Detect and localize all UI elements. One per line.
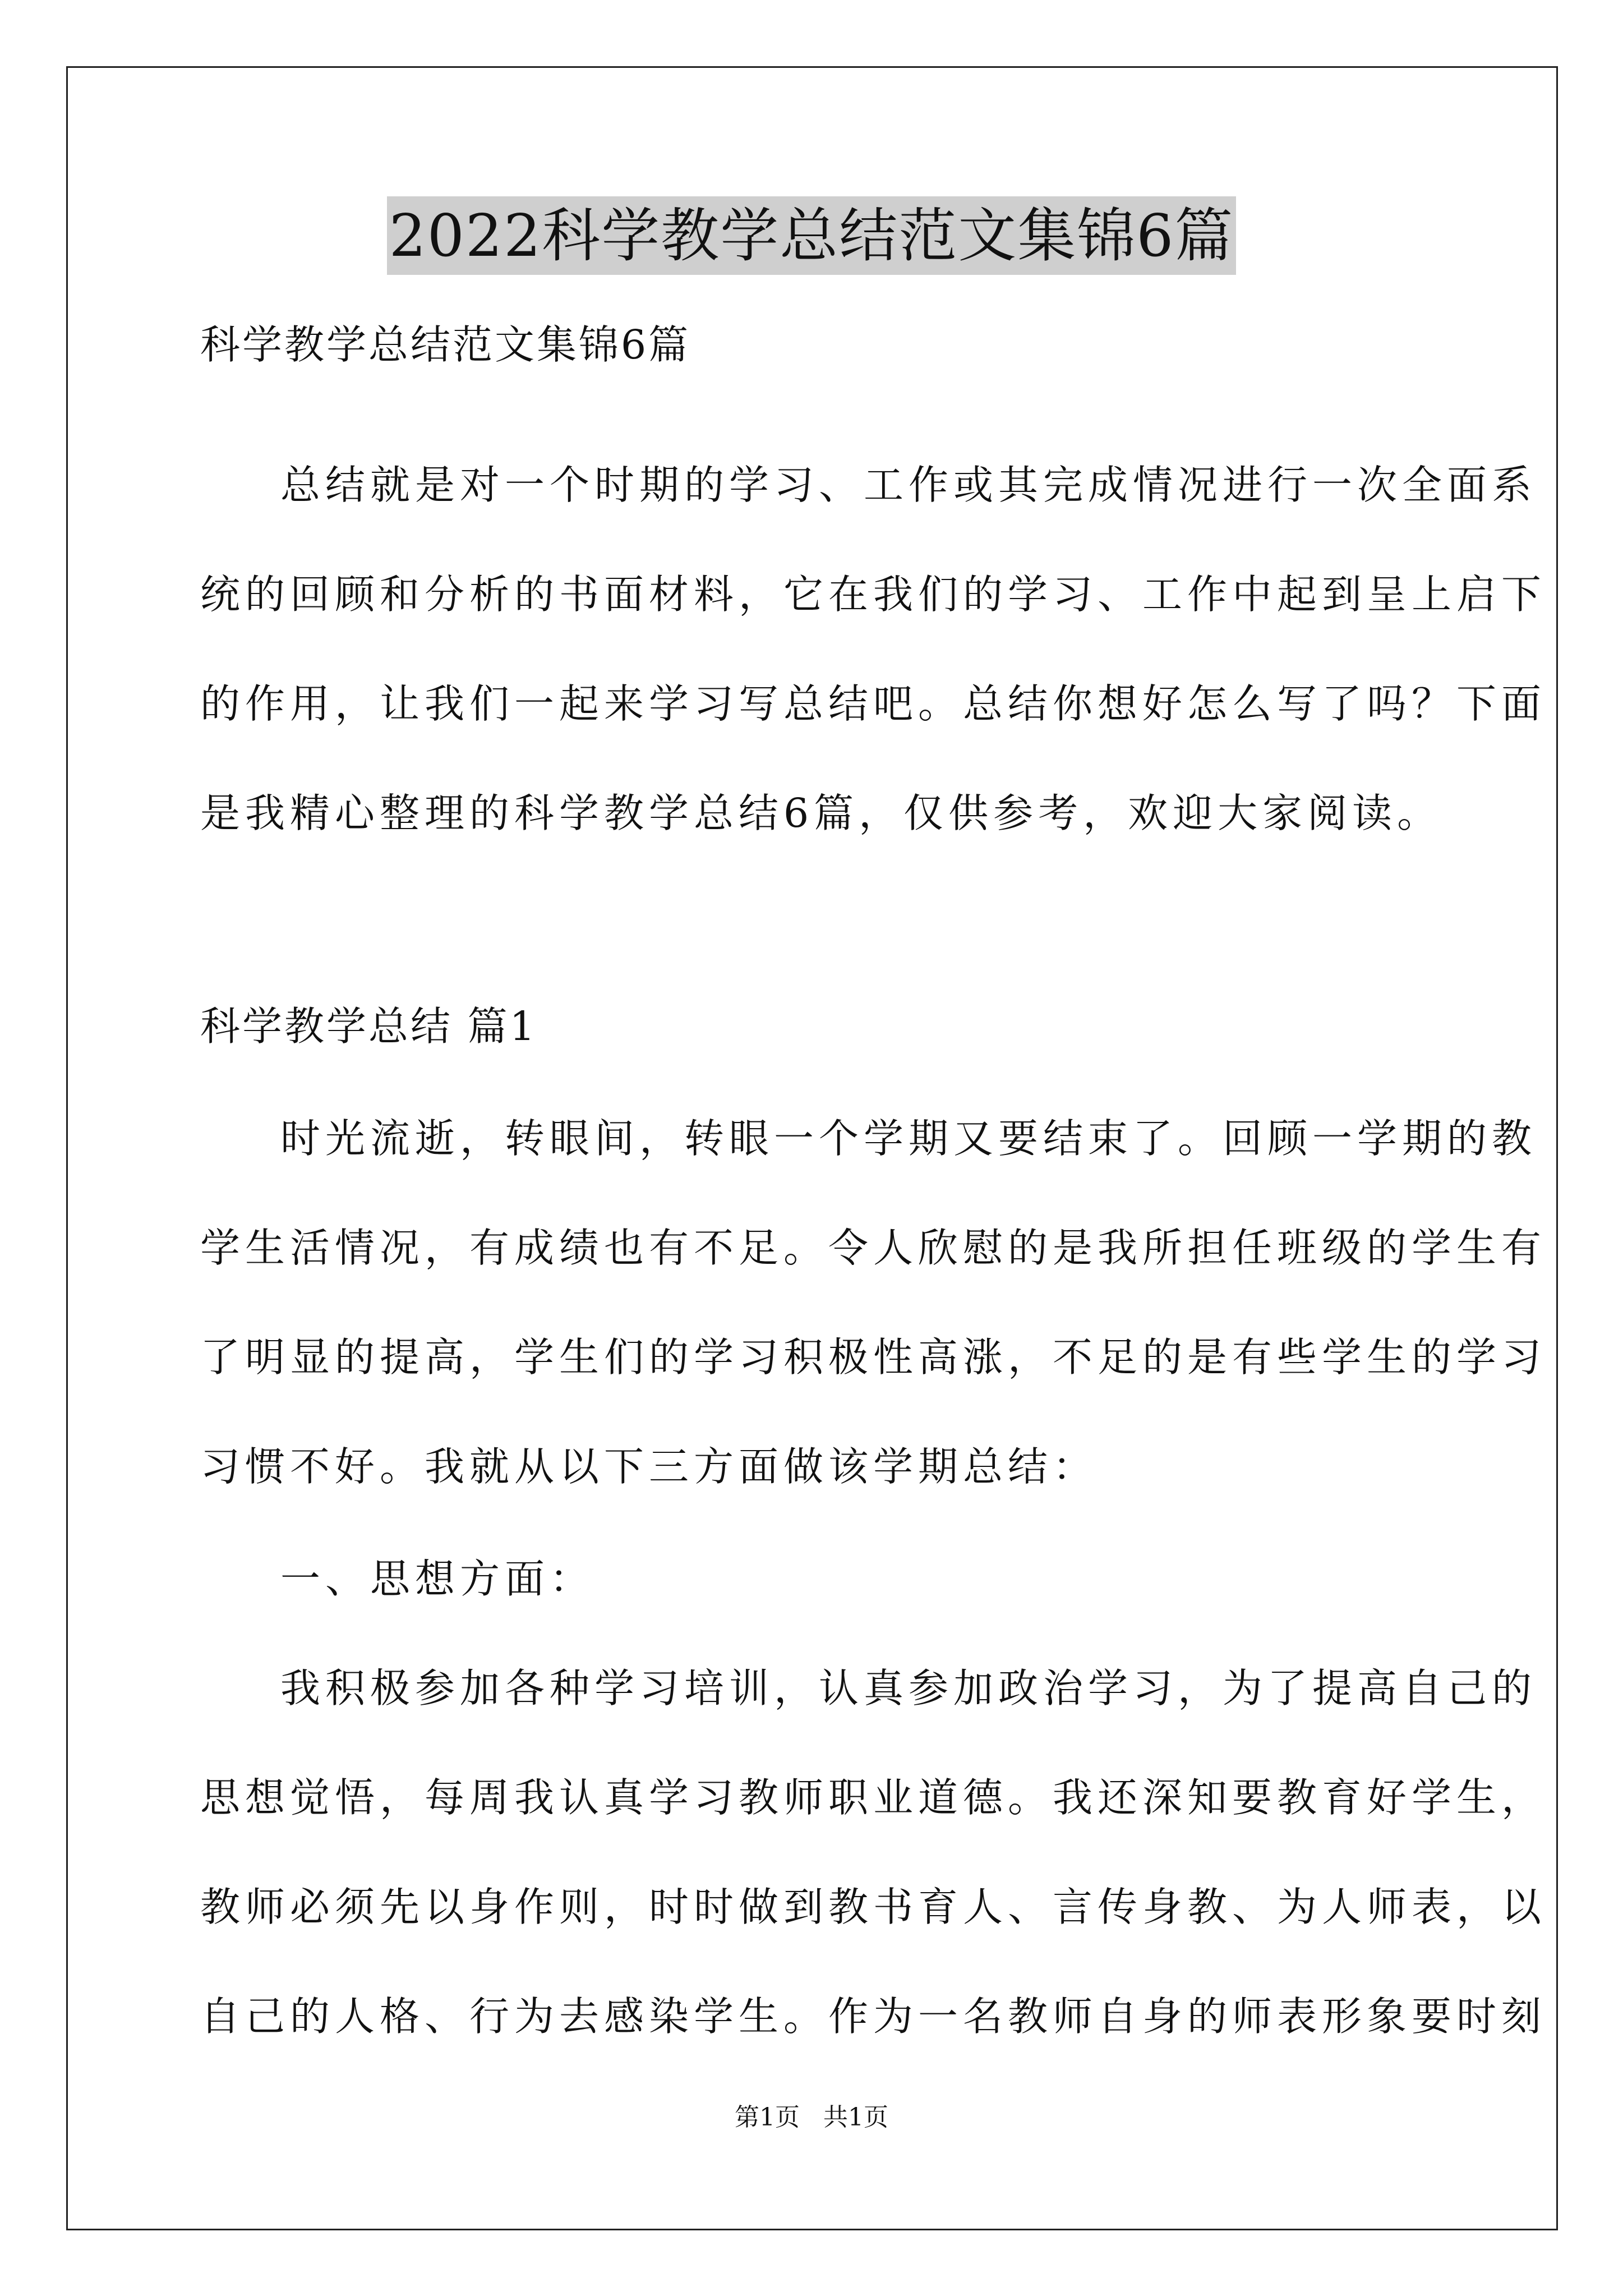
document-subtitle: 科学教学总结范文集锦6篇 xyxy=(200,321,691,368)
intro-line-3: 的作用，让我们一起来学习写总结吧。总结你想好怎么写了吗？下面 xyxy=(200,680,1547,727)
section-heading: 科学教学总结 篇1 xyxy=(200,1003,537,1050)
intro-line-4: 是我精心整理的科学教学总结6篇，仅供参考，欢迎大家阅读。 xyxy=(200,790,1442,836)
section-para1-line-4: 习惯不好。我就从以下三方面做该学期总结： xyxy=(200,1443,1098,1490)
section-para1-line-3: 了明显的提高，学生们的学习积极性高涨，不足的是有些学生的学习 xyxy=(200,1334,1547,1381)
document-title: 2022科学教学总结范文集锦6篇 xyxy=(387,196,1237,275)
section-para1-line-2: 学生活情况，有成绩也有不足。令人欣慰的是我所担任班级的学生有 xyxy=(200,1225,1547,1271)
section-para2-line-3: 教师必须先以身作则，时时做到教书育人、言传身教、为人师表，以 xyxy=(200,1884,1547,1930)
title-block xyxy=(0,196,1623,275)
page-footer: 第1页 共1页 xyxy=(735,2103,888,2132)
subheading-thought: 一、思想方面： xyxy=(280,1556,595,1602)
intro-line-1: 总结就是对一个时期的学习、工作或其完成情况进行一次全面系 xyxy=(280,462,1537,508)
section-para1-line-1: 时光流逝，转眼间，转眼一个学期又要结束了。回顾一学期的教 xyxy=(280,1115,1537,1162)
intro-line-2: 统的回顾和分析的书面材料，它在我们的学习、工作中起到呈上启下 xyxy=(200,571,1547,618)
section-para2-line-1: 我积极参加各种学习培训，认真参加政治学习，为了提高自己的 xyxy=(280,1665,1537,1711)
section-para2-line-2: 思想觉悟，每周我认真学习教师职业道德。我还深知要教育好学生， xyxy=(200,1774,1547,1821)
section-para2-line-4: 自己的人格、行为去感染学生。作为一名教师自身的师表形象要时刻 xyxy=(200,1993,1547,2040)
